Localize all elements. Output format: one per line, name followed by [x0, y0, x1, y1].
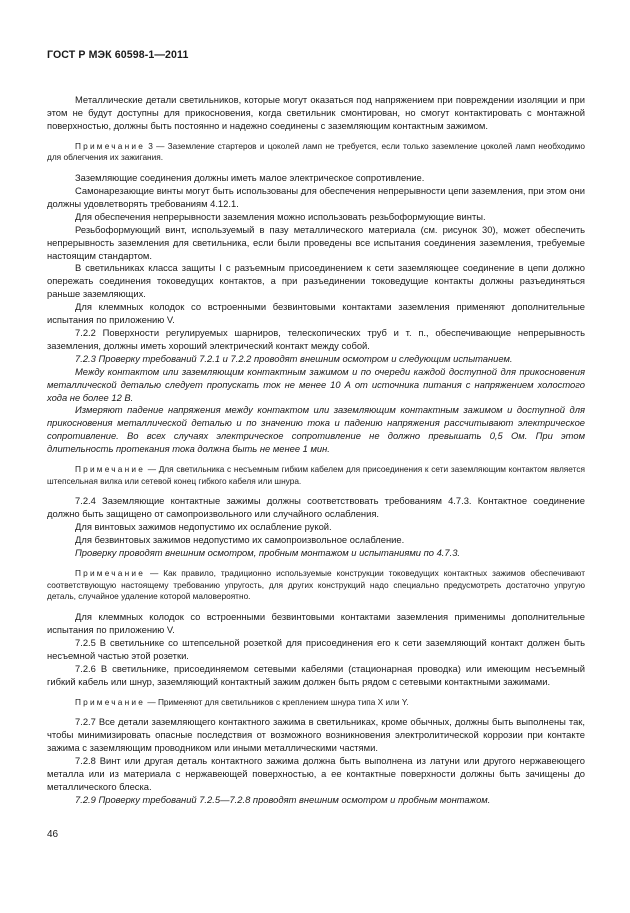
note-text: 3 — Заземление стартеров и цоколей ламп не требуется, если только заземление цоколей ламп необходимо для облегчения их зажигания.: [47, 140, 585, 163]
test-method-paragraph: 7.2.9 Проверку требований 7.2.5—7.2.8 проводят внешним осмотром и пробным монтажом.: [75, 793, 491, 805]
note-label: Примечание: [75, 140, 146, 151]
note-paragraph: [47, 464, 585, 487]
body-paragraph: Для клеммных колодок со встроенными безвинтовыми контактами заземления применяют дополнительные испытания по приложению V.: [47, 301, 585, 326]
note-text: — Как правило, традиционно используемые конструкции токоведущих контактных зажимов обеспечивают соответствующую настоящему требованию упругость, для других конструкций надо специально предусмотреть достаточно упругую деталь, случайное удаление которой маловероятно.: [47, 568, 585, 602]
body-paragraph: 7.2.5 В светильнике со штепсельной розеткой для присоединения его к сети заземляющий контакт должен быть несъемной частью этой розетки.: [47, 636, 585, 661]
body-paragraph: Металлические детали светильников, которые могут оказаться под напряжением при повреждении изоляции и при этом не будут доступны для прикосновения, когда светильник смонтирован, но смогут контактировать с монтажной поверхностью, должны быть постоянно и надежно соединены с заземляющим контактным зажимом.: [47, 94, 585, 131]
body-paragraph: Для винтовых зажимов недопустимо их ослабление рукой.: [75, 521, 332, 533]
test-method-paragraph: Измеряют падение напряжения между контактом или заземляющим контактным зажимом и доступной для прикосновения металлической деталью и по значению тока и падению напряжения рассчитывают электрическое сопротивление. Во всех случаях электрическое сопротивление не должно превышать 0,5 Ом. При этом длительность протекания тока должна быть не менее 1 мин.: [47, 404, 585, 455]
body-paragraph: В светильниках класса защиты I с разъемным присоединением к сети заземляющее соединение в цепи должно опережать соединения токоведущих контактов, а при разъединении токоведущие контакты должны разъединяться раньше заземляющих.: [47, 262, 585, 300]
test-method-paragraph: 7.2.3 Проверку требований 7.2.1 и 7.2.2 проводят внешним осмотром и следующим испытанием.: [75, 352, 513, 364]
page-number: 46: [47, 829, 59, 840]
body-paragraph: Резьбоформующий винт, используемый в пазу металлического материала (см. рисунок 30), может обеспечить непрерывность заземления для светильника, если были проведены все испытания соединения заземления, требуемые настоящим стандартом.: [47, 223, 585, 261]
note-paragraph: [47, 568, 585, 603]
body-paragraph: 7.2.6 В светильнике, присоединяемом сетевыми кабелями (стационарная проводка) или имеющим несъемный гибкий кабель или шнур, заземляющий контактный зажим должен быть рядом с сетевыми контактными зажимами.: [47, 662, 585, 687]
note-paragraph: [47, 697, 585, 709]
body-paragraph: Самонарезающие винты могут быть использованы для обеспечения непрерывности цепи заземления, при этом они должны удовлетворять требованиям 4.12.1.: [47, 185, 585, 209]
test-method-paragraph: Проверку проводят внешним осмотром, пробным монтажом и испытаниями по 4.7.3.: [75, 547, 461, 559]
note-label: Примечание: [75, 464, 146, 475]
body-paragraph: 7.2.7 Все детали заземляющего контактного зажима в светильниках, кроме обычных, должны быть выполнены так, чтобы минимизировать опасные последствия от возможного возникновения электролитической коррозии при контакте зажима с заземляющим проводником или иными металлическими частями.: [47, 716, 585, 754]
body-paragraph: 7.2.2 Поверхности регулируемых шарниров, телескопических труб и т. п., обеспечивающие непрерывность заземления, должны иметь хороший электрический контакт между собой.: [47, 327, 585, 351]
body-paragraph: Для безвинтовых зажимов недопустимо их самопроизвольное ослабление.: [75, 534, 405, 546]
body-paragraph: 7.2.4 Заземляющие контактные зажимы должны соответствовать требованиям 4.7.3. Контактное соединение должно быть защищено от самопроизвольного или случайного ослабления.: [47, 495, 585, 520]
note-label: Примечание: [75, 568, 146, 578]
note-text: — Применяют для светильников с креплением шнура типа X или Y.: [145, 696, 409, 707]
body-paragraph: Для клеммных колодок со встроенными безвинтовыми контактами заземления применимы дополнительные испытания по приложению V.: [47, 611, 585, 636]
body-paragraph: Для обеспечения непрерывности заземления можно использовать резьбоформующие винты.: [75, 210, 486, 222]
body-paragraph: Заземляющие соединения должны иметь малое электрическое сопротивление.: [75, 172, 425, 184]
standard-header: ГОСТ Р МЭК 60598-1—2011: [47, 49, 189, 61]
document-body: [47, 94, 585, 807]
note-label: Примечание: [75, 696, 146, 707]
body-paragraph: 7.2.8 Винт или другая деталь контактного зажима должна быть выполнена из латуни или другого нержавеющего металла или из материала с нержавеющей поверхностью, а ее контактные поверхности должны быть зачищены до металлического блеска.: [47, 754, 585, 792]
test-method-paragraph: Между контактом или заземляющим контактным зажимом и по очереди каждой доступной для прикосновения металлической деталью следует пропускать ток не менее 10 А от источника питания с напряжением холостого хода не более 12 В.: [47, 365, 585, 403]
note-text: — Для светильника с несъемным гибким кабелем для присоединения к сети заземляющим контактом является штепсельная вилка или сетевой конец гибкого кабеля или шнура.: [47, 464, 585, 486]
note-paragraph: [47, 141, 585, 164]
